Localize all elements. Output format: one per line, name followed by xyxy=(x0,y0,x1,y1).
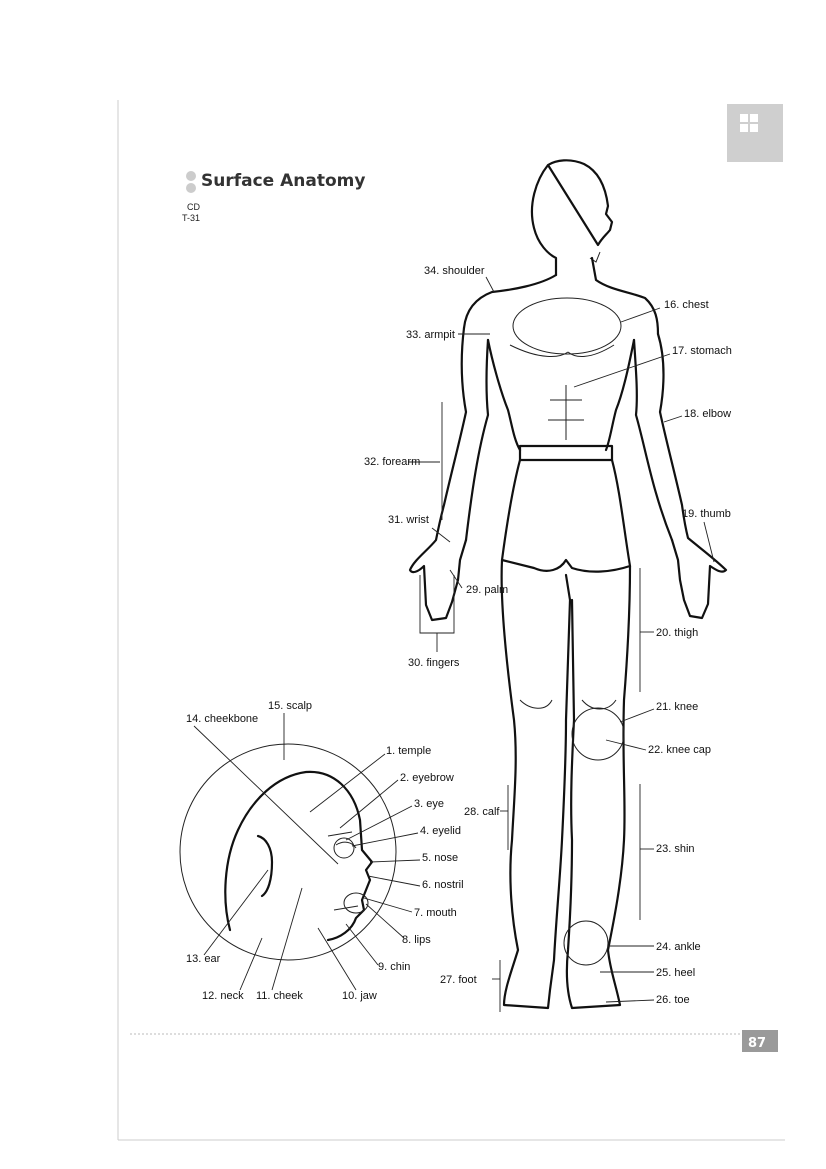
label-neck: 12. neck xyxy=(202,990,244,1002)
grid-icon xyxy=(727,104,783,162)
label-eye: 3. eye xyxy=(414,798,444,810)
knee-circle xyxy=(572,708,624,760)
label-thigh: 20. thigh xyxy=(656,627,699,639)
label-toe: 26. toe xyxy=(656,994,690,1006)
label-forearm: 32. forearm xyxy=(364,456,421,468)
label-temple: 1. temple xyxy=(386,745,432,757)
label-fingers: 30. fingers xyxy=(408,657,460,669)
label-shin: 23. shin xyxy=(656,843,695,855)
label-cheek: 11. cheek xyxy=(256,990,303,1002)
labels xyxy=(186,265,732,1006)
label-ear: 13. ear xyxy=(186,953,221,965)
cd-label: CD xyxy=(187,202,200,212)
ankle-circle xyxy=(564,921,608,965)
label-eyelid: 4. eyelid xyxy=(420,825,461,837)
label-knee: 21. knee xyxy=(656,701,699,713)
label-heel: 25. heel xyxy=(656,967,696,979)
label-thumb: 19. thumb xyxy=(682,508,731,520)
label-palm: 29. palm xyxy=(466,584,509,596)
track-label: T-31 xyxy=(182,213,201,223)
label-mouth: 7. mouth xyxy=(414,907,457,919)
label-cheekbone: 14. cheekbone xyxy=(186,713,259,725)
label-wrist: 31. wrist xyxy=(388,514,429,526)
label-armpit: 33. armpit xyxy=(406,329,455,341)
label-shoulder: 34. shoulder xyxy=(424,265,485,277)
page-number: 87 xyxy=(748,1036,767,1051)
label-ankle: 24. ankle xyxy=(656,941,701,953)
cd-icon xyxy=(186,171,196,193)
label-scalp: 15. scalp xyxy=(268,700,313,712)
label-foot: 27. foot xyxy=(440,974,477,986)
label-chin: 9. chin xyxy=(378,961,411,973)
label-calf: 28. calf xyxy=(464,806,500,818)
chest-ellipse xyxy=(513,298,621,354)
label-lips: 8. lips xyxy=(402,934,431,946)
label-knee-cap: 22. knee cap xyxy=(648,744,711,756)
label-jaw: 10. jaw xyxy=(342,990,377,1002)
label-elbow: 18. elbow xyxy=(684,408,732,420)
label-eyebrow: 2. eyebrow xyxy=(400,772,454,784)
head-closeup xyxy=(180,744,396,960)
label-chest: 16. chest xyxy=(664,299,709,311)
label-nose: 5. nose xyxy=(422,852,459,864)
label-stomach: 17. stomach xyxy=(672,345,732,357)
label-nostril: 6. nostril xyxy=(422,879,464,891)
page-title: Surface Anatomy xyxy=(201,171,366,191)
